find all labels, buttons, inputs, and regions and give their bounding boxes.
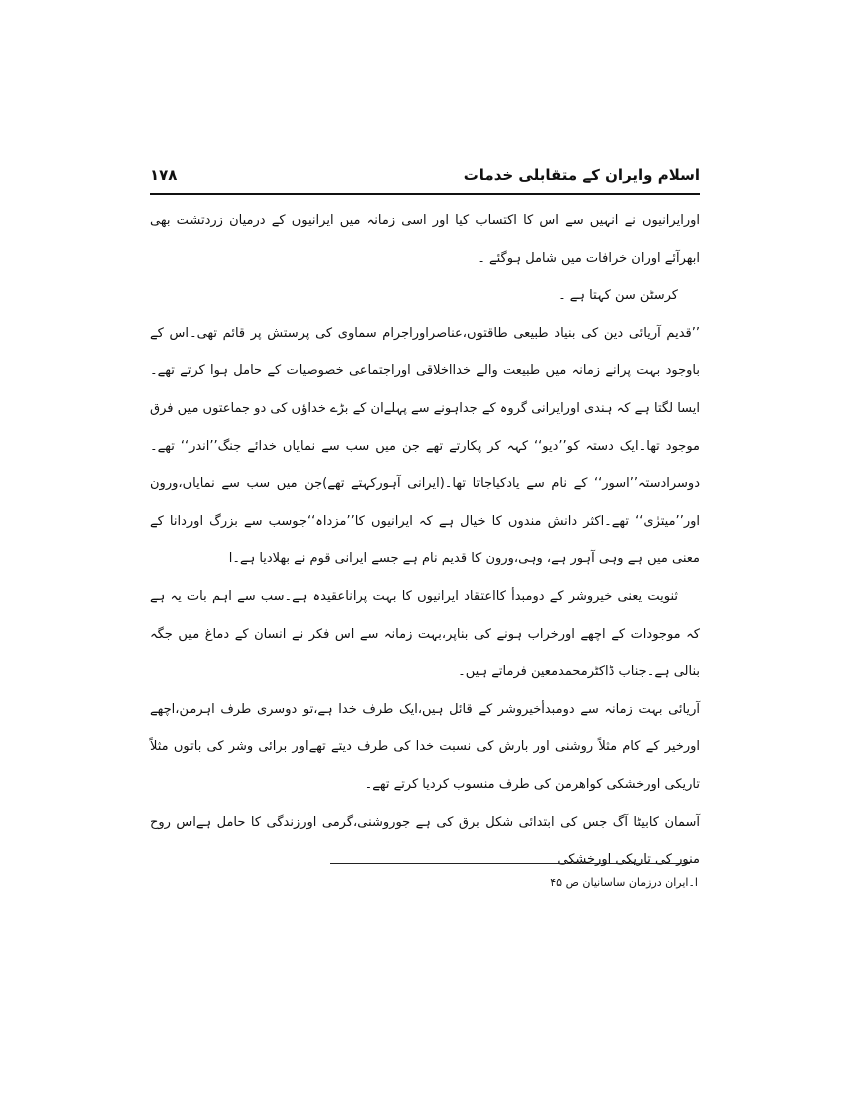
paragraph-continuation: اورایرانیوں نے انہیں سے اس کا اکتساب کیا اور اسی زمانہ میں ایرانیوں کے درمیان زردتشت بھی ابھرآئے اوران خرافات میں شامل ہوگئے ۔	[150, 213, 700, 266]
page-number: ۱۷۸	[150, 166, 178, 184]
header-divider	[150, 193, 700, 195]
running-header	[150, 160, 700, 190]
footnote: ا۔ایران درزمان ساسانیان ص ۴۵	[550, 876, 698, 889]
paragraph-aryan-belief: آریائی بہت زمانہ سے دومبدأخیروشر کے قائل ہیں،ایک طرف خدا ہے،تو دوسری طرف اہرمن،اچھے اورخیر کے کام مثلاً روشنی اور بارش کی نسبت خدا کی طرف دیتے تھےاور برائی وشر کی باتوں مثلاً تاریکی اورخشکی کواھرمن کی طرف منسوب کردیا کرتے تھے۔	[150, 701, 700, 792]
paragraph-quotation: ’’قدیم آریائی دین کی بنیاد طبیعی طاقتوں،عناصراوراجرام سماوی کی پرستش پر قائم تھی۔اس کے باوجود بہت پرانے زمانہ میں طبیعت والے خدااخلاقی اوراجتماعی خصوصیات کے حامل ہوا کرتے تھے۔ایسا لگتا ہے کہ ہندی اورایرانی گروہ کے جداہونے سے پہلےان کے بڑے خداؤں کی دو جماعتوں میں فرق موجود تھا۔ایک دستہ کو’’دیو‘‘ کہہ کر پکارتے تھے جن میں سب سے نمایاں خدائے جنگ’’اندر‘‘ تھے۔دوسرادستہ’’اسور‘‘ کے نام سے یادکیاجاتا تھا۔(ایرانی آہورکہتے تھے)جن میں سب سے نمایاں،ورون اور’’میترٰی‘‘ تھے۔اکثر دانش مندوں کا خیال ہے کہ ایرانیوں کا’’مزداہ‘‘جوسب سے بزرگ اوردانا کے معنی میں ہے وہی آہور ہے، وہی،ورون کا قدیم نام ہے جسے ایرانی قوم نے بھلادیا ہے۔ا	[150, 325, 700, 567]
book-title: اسلام وایران کے متقابلی خدمات	[463, 166, 700, 184]
footnote-divider	[330, 863, 690, 864]
paragraph-attribution: کرسٹن سن کہتا ہے ۔	[558, 288, 678, 304]
paragraph-dualism: ثنویت یعنی خیروشر کے دومبدأ کااعتقاد ایرانیوں کا بہت پراناعقیدہ ہے۔سب سے اہم بات یہ ہے کہ موجودات کے اچھے اورخراب ہونے کی بناپر،بہت زمانہ سے اس فکر نے انسان کے دماغ میں جگہ بنالی ہے۔جناب ڈاکٹرمحمدمعین فرماتے ہیں۔	[150, 588, 700, 680]
page-body	[150, 202, 700, 879]
paragraph-fire: آسمان کابیٹا آگ جس کی ابتدائی شکل برق کی ہے جوروشنی،گرمی اورزندگی کا حامل ہےاس روح منور کی تاریکی اورخشکی	[150, 814, 700, 868]
